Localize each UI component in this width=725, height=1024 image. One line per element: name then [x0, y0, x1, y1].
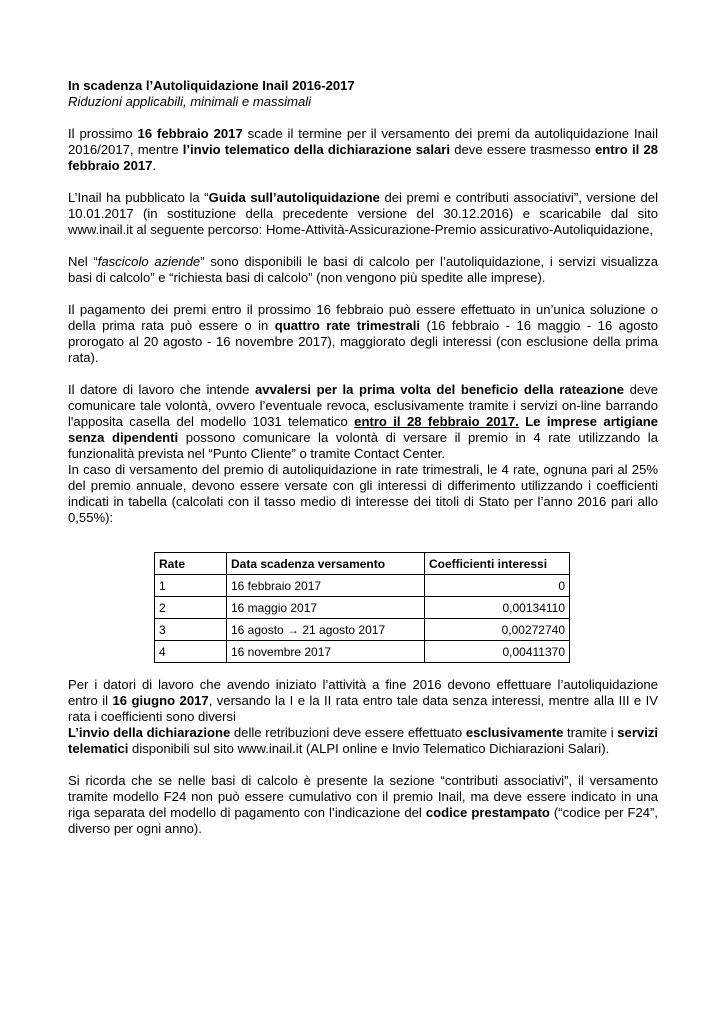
table-header-row — [155, 553, 570, 575]
table-cell-date: 16 novembre 2017 — [227, 641, 425, 663]
paragraph-declaration: L’invio della dichiarazione delle retribuzioni deve essere effettuato esclusivamente tramite i servizi telematici disponibili sul sito www.inail.it (ALPI online e Invio Telematico Dichiarazioni Salari). — [68, 725, 659, 756]
table-row — [155, 619, 570, 641]
paragraph-f24: Si ricorda che se nelle basi di calcolo è presente la sezione “contributi associativi”, il versamento tramite modello F24 non può essere cumulativo con il premio Inail, ma deve essere indicato in una riga separata del modello di pagamento con l’indicazione del codice prestampato (“codice per F24”, diverso per ogni anno). — [68, 773, 659, 836]
table-cell-date: 16 febbraio 2017 — [227, 575, 425, 597]
paragraph-fascicolo: Nel “fascicolo aziende” sono disponibili le basi di calcolo per l’autoliquidazione, i servizi visualizza basi di calcolo” e “richiesta basi di calcolo” (non vengono più spedite alle imprese). — [68, 254, 658, 285]
table-row — [155, 641, 570, 663]
paragraph-deadline: Il prossimo 16 febbraio 2017 scade il termine per il versamento dei premi da autoliquidazione Inail 2016/2017, mentre l’invio telematico della dichiarazione salari deve essere trasmesso entro il 28 febbraio 2017. — [68, 126, 659, 173]
table-cell-coefficient: 0,00411370 — [425, 641, 570, 663]
table-cell-rate: 2 — [155, 597, 227, 619]
table-row — [155, 575, 570, 597]
table-cell-coefficient: 0 — [425, 575, 570, 597]
table-cell-date: 16 agosto → 21 agosto 2017 — [227, 619, 425, 641]
table-cell-coefficient: 0,00134110 — [425, 597, 570, 619]
paragraph-payment: Il pagamento dei premi entro il prossimo 16 febbraio può essere effettuato in un’unica soluzione o della prima rata può essere o in quattro rate trimestrali (16 febbraio - 16 maggio - 16 agosto prorogato al 20 agosto - 16 novembre 2017), maggiorato degli interessi (con esclusione della prima rata). — [68, 302, 659, 365]
column-header-rate: Rate — [155, 553, 227, 575]
column-header-coefficient: Coefficienti interessi — [425, 553, 570, 575]
table-cell-rate: 3 — [155, 619, 227, 641]
table-cell-rate: 1 — [155, 575, 227, 597]
document-title: In scadenza l’Autoliquidazione Inail 2016-2017 — [68, 78, 355, 93]
paragraph-new-employers: Per i datori di lavoro che avendo iniziato l’attività a fine 2016 devono effettuare l’autoliquidazione entro il 16 giugno 2017, versando la I e la II rata entro tale data senza interessi, mentre alla III e IV rata i coefficienti sono diversi — [68, 677, 658, 724]
table-row — [155, 597, 570, 619]
rates-table — [154, 552, 570, 663]
document-page — [68, 78, 658, 837]
table-cell-coefficient: 0,00272740 — [425, 619, 570, 641]
paragraph-installments: In caso di versamento del premio di autoliquidazione in rate trimestrali, le 4 rate, ognuna pari al 25% del premio annuale, devono essere versate con gli interessi di differimento utilizzando i coefficienti indicati in tabella (calcolati con il tasso medio di interesse dei titoli di Stato per l’anno 2016 pari allo 0,55%): — [68, 462, 658, 525]
table-cell-date: 16 maggio 2017 — [227, 597, 425, 619]
paragraph-guide: L’Inail ha pubblicato la “Guida sull’autoliquidazione dei premi e contributi associativi”, versione del 10.01.2017 (in sostituzione della precedente versione del 30.12.2016) e scaricabile dal sito www.inail.it al seguente percorso: Home-Attività-Assicurazione-Premio assicurativo-Autoliquidazione, — [68, 190, 658, 237]
table-cell-rate: 4 — [155, 641, 227, 663]
column-header-date: Data scadenza versamento — [227, 553, 425, 575]
paragraph-employer: Il datore di lavoro che intende avvalersi per la prima volta del beneficio della rateazione deve comunicare tale volontà, ovvero l’eventuale revoca, esclusivamente tramite i servizi on-line barrando l'apposita casella del modello 1031 telematico entro il 28 febbraio 2017. Le imprese artigiane senza dipendenti possono comunicare la volontà di versare il premio in 4 rate utilizzando la funzionalità prevista nel “Punto Cliente” o tramite Contact Center. — [68, 382, 659, 461]
document-subtitle: Riduzioni applicabili, minimali e massimali — [68, 94, 312, 109]
